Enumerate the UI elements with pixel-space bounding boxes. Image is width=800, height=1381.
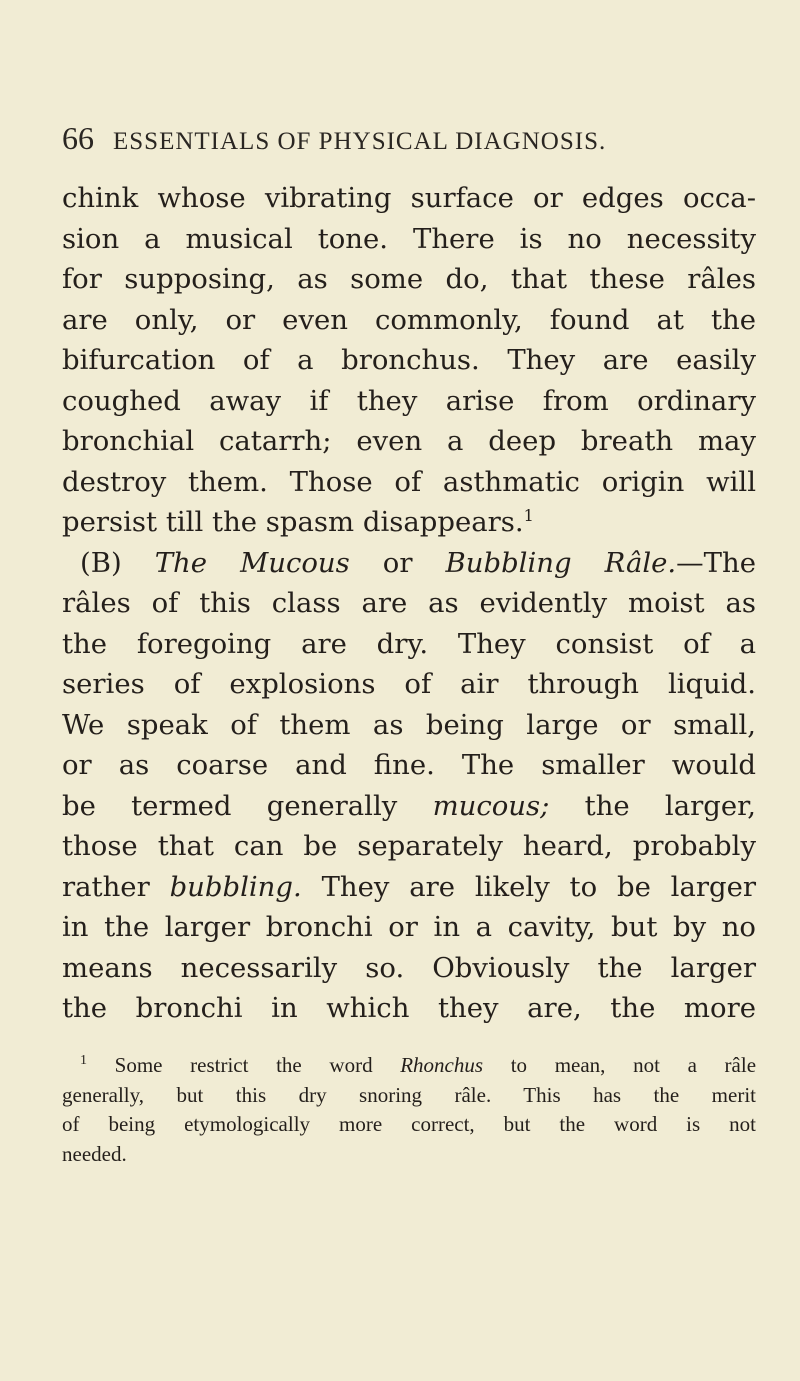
footnote-line: generally, but this dry snoring râle. This has the merit (62, 1082, 756, 1107)
text-line-mucous (62, 786, 756, 827)
footnote-italic-term: Rhonchus (400, 1053, 484, 1077)
footnote (62, 1051, 756, 1169)
section-b-heading-line (62, 543, 756, 584)
running-title: ESSENTIALS OF PHYSICAL DIAGNOSIS. (113, 128, 607, 155)
italic-term: bubbling. (169, 870, 302, 903)
footnote-text: Some restrict the word (114, 1053, 373, 1077)
text-line: are only, or even commonly, found at the (62, 303, 756, 336)
section-title-rest: —The (676, 546, 756, 579)
text-line: means necessarily so. Obviously the larger (62, 951, 756, 984)
text-line: râles of this class are as evidently moist as (62, 587, 756, 619)
section-marker: (B) (80, 546, 122, 579)
section-title-or: or (382, 546, 413, 579)
body-text (62, 178, 756, 1029)
text-line: destroy them. Those of asthmatic origin will (62, 465, 756, 498)
text-line: series of explosions of air through liquid. (62, 668, 756, 700)
text-line: sion a musical tone. There is no necessity (62, 222, 756, 255)
text-segment: rather (62, 870, 150, 903)
text-line: chink whose vibrating surface or edges occa- (62, 182, 756, 214)
text-line: the foregoing are dry. They consist of a (62, 627, 756, 660)
text-line: bronchial catarrh; even a deep breath may (62, 425, 756, 457)
footnote-line: of being etymologically more correct, but the word is not (62, 1112, 756, 1136)
text-line-bubbling (62, 867, 756, 908)
text-line: bifurcation of a bronchus. They are easily (62, 344, 756, 376)
italic-term: mucous; (432, 789, 550, 822)
text-line: those that can be separately heard, probably (62, 830, 756, 862)
text-line-content: persist till the spasm disappears. (62, 506, 524, 538)
text-line (62, 502, 756, 543)
footnote-marker: 1 (80, 1053, 87, 1068)
footnote-reference: 1 (523, 506, 534, 525)
page-header (62, 120, 606, 157)
footnote-line: needed. (62, 1141, 127, 1166)
text-segment: be termed generally (62, 789, 398, 822)
section-title-2: Bubbling Râle. (445, 546, 677, 579)
text-line: We speak of them as being large or small, (62, 708, 756, 741)
section-title: The Mucous (154, 546, 350, 579)
footnote-line (62, 1051, 756, 1081)
text-line: the bronchi in which they are, the more (62, 992, 756, 1024)
text-line: or as coarse and fine. The smaller would (62, 749, 756, 781)
page-number: 66 (62, 120, 94, 156)
text-segment: They are likely to be larger (321, 870, 757, 903)
text-line: for supposing, as some do, that these râles (62, 263, 756, 295)
text-segment: the larger, (584, 789, 757, 822)
text-line: in the larger bronchi or in a cavity, but by no (62, 911, 756, 943)
footnote-text: to mean, not a râle (510, 1053, 757, 1077)
text-line: coughed away if they arise from ordinary (62, 384, 756, 417)
